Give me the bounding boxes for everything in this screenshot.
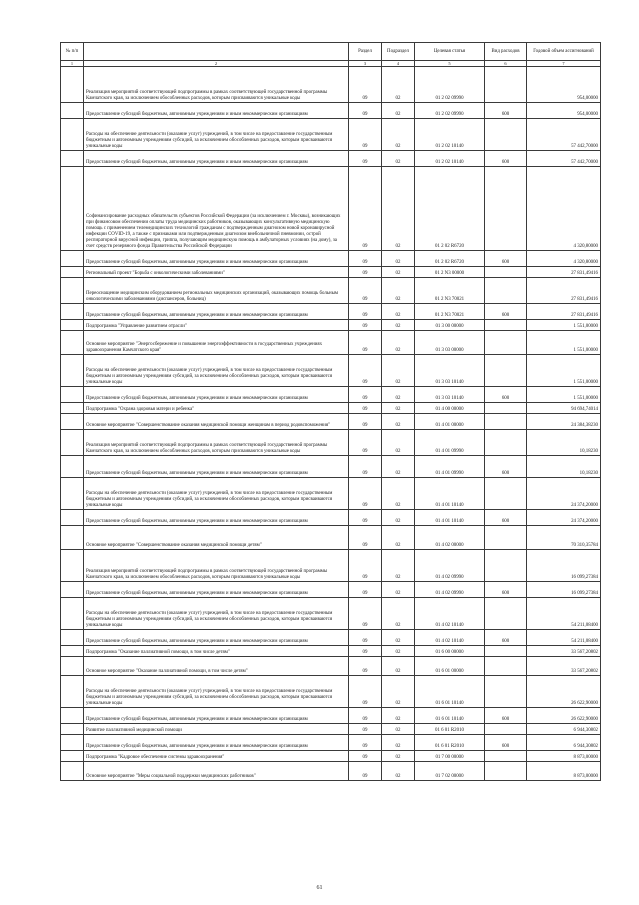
row-target-cell: 01 3 03 00000 — [415, 331, 485, 355]
row-subsection-cell: 02 — [382, 510, 415, 526]
row-subsection-cell: 02 — [382, 151, 415, 167]
row-section-cell: 09 — [349, 510, 382, 526]
row-number-cell — [61, 267, 84, 278]
column-number: 4 — [382, 61, 415, 67]
row-section-cell: 09 — [349, 403, 382, 414]
row-exp-type-cell — [485, 646, 527, 657]
row-name-cell: Предоставление субсидий бюджетным, автономным учреждениям и иным некоммерческим организациям — [84, 708, 349, 724]
header-row — [61, 43, 601, 61]
row-target-cell: 01 4 00 00000 — [415, 403, 485, 414]
row-section-cell: 09 — [349, 735, 382, 751]
row-exp-type-cell — [485, 676, 527, 708]
table-row — [61, 320, 601, 331]
row-section-cell: 09 — [349, 304, 382, 320]
row-target-cell: 01 2 02 10140 — [415, 151, 485, 167]
row-sum-cell: 24 384,38230 — [527, 414, 601, 430]
row-exp-type-cell — [485, 526, 527, 550]
row-number-cell — [61, 103, 84, 119]
row-subsection-cell: 02 — [382, 403, 415, 414]
table-row — [61, 304, 601, 320]
row-subsection-cell: 02 — [382, 331, 415, 355]
row-sum-cell: 54 211,08400 — [527, 598, 601, 630]
row-subsection-cell: 02 — [382, 304, 415, 320]
row-subsection-cell: 02 — [382, 550, 415, 582]
row-subsection-cell: 02 — [382, 657, 415, 676]
table-row — [61, 331, 601, 355]
row-target-cell: 01 4 02 10140 — [415, 598, 485, 630]
row-exp-type-cell — [485, 267, 527, 278]
row-subsection-cell: 02 — [382, 526, 415, 550]
row-exp-type-cell: 600 — [485, 251, 527, 267]
page-number: 61 — [316, 885, 323, 891]
row-target-cell: 01 2 02 10140 — [415, 119, 485, 151]
row-section-cell: 09 — [349, 430, 382, 456]
row-number-cell — [61, 456, 84, 478]
row-section-cell: 09 — [349, 67, 382, 103]
row-section-cell: 09 — [349, 355, 382, 387]
row-number-cell — [61, 735, 84, 751]
row-section-cell: 09 — [349, 167, 382, 251]
row-section-cell: 09 — [349, 278, 382, 304]
row-section-cell: 09 — [349, 598, 382, 630]
table-row — [61, 267, 601, 278]
row-number-cell — [61, 582, 84, 598]
row-target-cell: 01 7 02 00000 — [415, 762, 485, 781]
column-number: 5 — [415, 61, 485, 67]
row-exp-type-cell: 600 — [485, 304, 527, 320]
row-sum-cell: 8 873,00000 — [527, 751, 601, 762]
row-name-cell: Подпрограмма "Оказание паллиативной помощи, в том числе детям" — [84, 646, 349, 657]
row-sum-cell: 16 099,27384 — [527, 582, 601, 598]
row-exp-type-cell — [485, 724, 527, 735]
row-name-cell: Расходы на обеспечение деятельности (оказание услуг) учреждений, в том числе на предоставление государственным бюджетным и автономным учреждениям субсидий, за исключением обособленных расходов, которым присваиваются уникальные коды — [84, 355, 349, 387]
row-target-cell: 01 4 01 10140 — [415, 510, 485, 526]
row-subsection-cell: 02 — [382, 724, 415, 735]
row-sum-cell: 10,18230 — [527, 430, 601, 456]
row-target-cell: 01 2 02 R6720 — [415, 251, 485, 267]
row-name-cell: Региональный проект "Борьба с онкологическими заболеваниями" — [84, 267, 349, 278]
row-subsection-cell: 02 — [382, 676, 415, 708]
row-number-cell — [61, 526, 84, 550]
row-number-cell — [61, 630, 84, 646]
row-number-cell — [61, 724, 84, 735]
row-number-cell — [61, 550, 84, 582]
row-subsection-cell: 02 — [382, 456, 415, 478]
row-name-cell: Расходы на обеспечение деятельности (оказание услуг) учреждений, в том числе на предоставление государственным бюджетным и автономным учреждениям субсидий, за исключением обособленных расходов, которым присваиваются уникальные коды — [84, 598, 349, 630]
row-number-cell — [61, 751, 84, 762]
row-sum-cell: 6 944,30802 — [527, 724, 601, 735]
row-sum-cell: 70 310,35784 — [527, 526, 601, 550]
row-number-cell — [61, 430, 84, 456]
row-number-cell — [61, 414, 84, 430]
table-row — [61, 630, 601, 646]
row-target-cell: 01 6 01 00000 — [415, 657, 485, 676]
column-number: 2 — [84, 61, 349, 67]
row-number-cell — [61, 151, 84, 167]
row-exp-type-cell: 600 — [485, 582, 527, 598]
row-section-cell: 09 — [349, 708, 382, 724]
row-name-cell: Подпрограмма "Управление развитием отрасли" — [84, 320, 349, 331]
row-number-cell — [61, 387, 84, 403]
row-target-cell: 01 4 02 09990 — [415, 582, 485, 598]
row-number-cell — [61, 510, 84, 526]
row-name-cell: Предоставление субсидий бюджетным, автономным учреждениям и иным некоммерческим организациям — [84, 630, 349, 646]
row-number-cell — [61, 67, 84, 103]
header-exp-type: Вид расходов — [485, 43, 527, 61]
table-row — [61, 478, 601, 510]
row-number-cell — [61, 646, 84, 657]
row-sum-cell: 954,00000 — [527, 103, 601, 119]
row-name-cell: Основное мероприятие "Оказание паллиативной помощи, в том числе детям" — [84, 657, 349, 676]
row-exp-type-cell — [485, 762, 527, 781]
row-subsection-cell: 02 — [382, 251, 415, 267]
header-target: Целевая статья — [415, 43, 485, 61]
row-sum-cell: 54 211,08400 — [527, 630, 601, 646]
row-name-cell: Предоставление субсидий бюджетным, автономным учреждениям и иным некоммерческим организациям — [84, 582, 349, 598]
row-name-cell: Переоснащение медицинским оборудованием региональных медицинских организаций, оказывающих помощь больным онкологическими заболеваниями (диспансеров, больниц) — [84, 278, 349, 304]
column-number: 3 — [349, 61, 382, 67]
row-target-cell: 01 2 02 R6720 — [415, 167, 485, 251]
row-subsection-cell: 02 — [382, 430, 415, 456]
row-exp-type-cell: 600 — [485, 510, 527, 526]
row-sum-cell: 10,18230 — [527, 456, 601, 478]
table-row — [61, 151, 601, 167]
row-sum-cell: 4 320,80000 — [527, 167, 601, 251]
table-body — [61, 67, 601, 781]
row-subsection-cell: 02 — [382, 278, 415, 304]
row-exp-type-cell — [485, 278, 527, 304]
table-row — [61, 526, 601, 550]
table-row — [61, 735, 601, 751]
table-row — [61, 103, 601, 119]
header-section: Раздел — [349, 43, 382, 61]
row-name-cell: Софинансирование расходных обязательств субъектов Российской Федерации (за исключением г. Москвы), возникающих при финансовом обеспечении оплаты труда медицинских работников, оказывающих консультативную медицинскую помощь с применением телемедицинских технологий гражданам с подтвержденным диагнозом новой коронавирусной инфекции COVID-19, а также с признаками или подтвержденным диагнозом внебольничной пневмонии, острой респираторной вирусной инфекции, гриппа, получающим медицинскую помощь в амбулаторных условиях (на дому), за счет средств резервного фонда Правительства Российской Федерации — [84, 167, 349, 251]
row-subsection-cell: 02 — [382, 67, 415, 103]
table-row — [61, 751, 601, 762]
table-row — [61, 598, 601, 630]
table-row — [61, 582, 601, 598]
row-section-cell: 09 — [349, 251, 382, 267]
row-sum-cell: 24 374,20000 — [527, 478, 601, 510]
row-sum-cell: 954,00000 — [527, 67, 601, 103]
row-number-cell — [61, 657, 84, 676]
row-number-cell — [61, 331, 84, 355]
row-subsection-cell: 02 — [382, 762, 415, 781]
row-target-cell: 01 6 01 10140 — [415, 676, 485, 708]
row-subsection-cell: 02 — [382, 735, 415, 751]
table-row — [61, 387, 601, 403]
column-number: 7 — [527, 61, 601, 67]
row-target-cell: 01 4 02 09990 — [415, 550, 485, 582]
row-subsection-cell: 02 — [382, 630, 415, 646]
row-target-cell: 01 6 01 R2010 — [415, 724, 485, 735]
header-subsection: Подраздел — [382, 43, 415, 61]
row-section-cell: 09 — [349, 119, 382, 151]
row-exp-type-cell: 600 — [485, 387, 527, 403]
table-row — [61, 167, 601, 251]
row-section-cell: 09 — [349, 762, 382, 781]
row-name-cell: Основное мероприятие "Энергосбережение и повышение энергоэффективности в государственных учреждениях здравоохранения Камчатского края" — [84, 331, 349, 355]
row-section-cell: 09 — [349, 657, 382, 676]
table-row — [61, 708, 601, 724]
row-exp-type-cell — [485, 430, 527, 456]
row-number-cell — [61, 403, 84, 414]
row-exp-type-cell: 600 — [485, 630, 527, 646]
row-subsection-cell: 02 — [382, 751, 415, 762]
row-subsection-cell: 02 — [382, 167, 415, 251]
row-number-cell — [61, 355, 84, 387]
row-section-cell: 09 — [349, 151, 382, 167]
row-subsection-cell: 02 — [382, 355, 415, 387]
row-section-cell: 09 — [349, 331, 382, 355]
row-subsection-cell: 02 — [382, 646, 415, 657]
row-subsection-cell: 02 — [382, 414, 415, 430]
row-exp-type-cell — [485, 355, 527, 387]
row-name-cell: Предоставление субсидий бюджетным, автономным учреждениям и иным некоммерческим организациям — [84, 456, 349, 478]
row-section-cell: 09 — [349, 456, 382, 478]
row-name-cell: Подпрограмма "Кадровое обеспечение системы здравоохранения" — [84, 751, 349, 762]
row-sum-cell: 27 831,49416 — [527, 304, 601, 320]
row-sum-cell: 1 551,00000 — [527, 331, 601, 355]
row-section-cell: 09 — [349, 582, 382, 598]
row-number-cell — [61, 119, 84, 151]
row-sum-cell: 6 944,30802 — [527, 735, 601, 751]
row-number-cell — [61, 251, 84, 267]
row-target-cell: 01 2 02 09990 — [415, 67, 485, 103]
row-exp-type-cell: 600 — [485, 456, 527, 478]
row-section-cell: 09 — [349, 526, 382, 550]
row-subsection-cell: 02 — [382, 478, 415, 510]
row-sum-cell: 8 873,00000 — [527, 762, 601, 781]
row-subsection-cell: 02 — [382, 387, 415, 403]
row-name-cell: Подпрограмма "Охрана здоровья матери и ребенка" — [84, 403, 349, 414]
row-section-cell: 09 — [349, 676, 382, 708]
row-section-cell: 09 — [349, 320, 382, 331]
row-sum-cell: 16 099,27384 — [527, 550, 601, 582]
row-exp-type-cell — [485, 414, 527, 430]
row-name-cell: Расходы на обеспечение деятельности (оказание услуг) учреждений, в том числе на предоставление государственным бюджетным и автономным учреждениям субсидий, за исключением обособленных расходов, которым присваиваются уникальные коды — [84, 119, 349, 151]
row-exp-type-cell — [485, 403, 527, 414]
table-row — [61, 251, 601, 267]
row-exp-type-cell: 600 — [485, 151, 527, 167]
row-sum-cell: 33 567,20802 — [527, 646, 601, 657]
row-target-cell: 01 6 01 R2010 — [415, 735, 485, 751]
row-name-cell: Предоставление субсидий бюджетным, автономным учреждениям и иным некоммерческим организациям — [84, 151, 349, 167]
row-section-cell: 09 — [349, 387, 382, 403]
row-number-cell — [61, 320, 84, 331]
row-exp-type-cell — [485, 478, 527, 510]
row-target-cell: 01 3 00 00000 — [415, 320, 485, 331]
row-name-cell: Развитие паллиативной медицинской помощи — [84, 724, 349, 735]
table-row — [61, 646, 601, 657]
row-name-cell: Предоставление субсидий бюджетным, автономным учреждениям и иным некоммерческим организациям — [84, 735, 349, 751]
row-section-cell: 09 — [349, 267, 382, 278]
row-section-cell: 09 — [349, 478, 382, 510]
row-target-cell: 01 2 02 09990 — [415, 103, 485, 119]
row-subsection-cell: 02 — [382, 103, 415, 119]
row-sum-cell: 24 374,20000 — [527, 510, 601, 526]
row-exp-type-cell — [485, 550, 527, 582]
row-name-cell: Основное мероприятие "Меры социальной поддержки медицинских работников" — [84, 762, 349, 781]
row-name-cell: Основное мероприятие "Совершенствование оказания медицинской помощи детям" — [84, 526, 349, 550]
row-sum-cell: 57 442,70000 — [527, 151, 601, 167]
row-sum-cell: 94 694,74014 — [527, 403, 601, 414]
table-row — [61, 430, 601, 456]
row-name-cell: Предоставление субсидий бюджетным, автономным учреждениям и иным некоммерческим организациям — [84, 251, 349, 267]
budget-sheet — [60, 42, 600, 781]
row-subsection-cell: 02 — [382, 598, 415, 630]
row-sum-cell: 26 622,90000 — [527, 676, 601, 708]
table-row — [61, 67, 601, 103]
row-number-cell — [61, 708, 84, 724]
row-sum-cell: 27 831,49416 — [527, 267, 601, 278]
row-section-cell: 09 — [349, 646, 382, 657]
row-target-cell: 01 2 N3 70021 — [415, 278, 485, 304]
row-target-cell: 01 2 N3 70021 — [415, 304, 485, 320]
table-row — [61, 278, 601, 304]
row-exp-type-cell: 600 — [485, 103, 527, 119]
row-subsection-cell: 02 — [382, 708, 415, 724]
row-exp-type-cell — [485, 751, 527, 762]
row-name-cell: Предоставление субсидий бюджетным, автономным учреждениям и иным некоммерческим организациям — [84, 304, 349, 320]
row-target-cell: 01 4 01 10140 — [415, 478, 485, 510]
row-exp-type-cell — [485, 320, 527, 331]
row-number-cell — [61, 598, 84, 630]
row-target-cell: 01 4 01 09990 — [415, 456, 485, 478]
row-subsection-cell: 02 — [382, 320, 415, 331]
table-row — [61, 657, 601, 676]
row-sum-cell: 1 551,00000 — [527, 320, 601, 331]
row-target-cell: 01 3 03 10140 — [415, 355, 485, 387]
row-subsection-cell: 02 — [382, 119, 415, 151]
table-row — [61, 119, 601, 151]
row-sum-cell: 1 551,00000 — [527, 355, 601, 387]
row-name-cell: Предоставление субсидий бюджетным, автономным учреждениям и иным некоммерческим организациям — [84, 510, 349, 526]
row-number-cell — [61, 167, 84, 251]
row-name-cell: Реализация мероприятий соответствующей подпрограммы в рамках соответствующей государственной программы Камчатского края, за исключением обособленных расходов, которым присваиваются уникальные коды — [84, 67, 349, 103]
table-row — [61, 456, 601, 478]
table-row — [61, 355, 601, 387]
row-number-cell — [61, 278, 84, 304]
table-row — [61, 414, 601, 430]
row-exp-type-cell — [485, 331, 527, 355]
row-target-cell: 01 6 00 00000 — [415, 646, 485, 657]
row-section-cell: 09 — [349, 414, 382, 430]
header-name — [84, 43, 349, 61]
row-sum-cell: 57 442,70000 — [527, 119, 601, 151]
row-target-cell: 01 4 01 09990 — [415, 430, 485, 456]
row-name-cell: Основное мероприятие "Совершенствование оказания медицинской помощи женщинам в период родовспоможения" — [84, 414, 349, 430]
row-target-cell: 01 4 02 00000 — [415, 526, 485, 550]
row-number-cell — [61, 676, 84, 708]
table-row — [61, 676, 601, 708]
table-row — [61, 762, 601, 781]
table-row — [61, 550, 601, 582]
row-sum-cell: 1 551,00000 — [527, 387, 601, 403]
row-name-cell: Предоставление субсидий бюджетным, автономным учреждениям и иным некоммерческим организациям — [84, 103, 349, 119]
row-name-cell: Реализация мероприятий соответствующей подпрограммы в рамках соответствующей государственной программы Камчатского края, за исключением обособленных расходов, которым присваиваются уникальные коды — [84, 430, 349, 456]
header-num: № п/п — [61, 43, 84, 61]
header-sum: Годовой объем ассигнований — [527, 43, 601, 61]
row-exp-type-cell: 600 — [485, 708, 527, 724]
column-number: 1 — [61, 61, 84, 67]
row-name-cell: Предоставление субсидий бюджетным, автономным учреждениям и иным некоммерческим организациям — [84, 387, 349, 403]
row-section-cell: 09 — [349, 724, 382, 735]
row-exp-type-cell — [485, 657, 527, 676]
budget-table — [60, 42, 601, 781]
row-target-cell: 01 7 00 00000 — [415, 751, 485, 762]
row-sum-cell: 27 831,49416 — [527, 278, 601, 304]
table-row — [61, 724, 601, 735]
row-section-cell: 09 — [349, 751, 382, 762]
row-target-cell: 01 4 01 00000 — [415, 414, 485, 430]
column-number: 6 — [485, 61, 527, 67]
row-target-cell: 01 3 03 10140 — [415, 387, 485, 403]
row-target-cell: 01 2 N3 00000 — [415, 267, 485, 278]
row-exp-type-cell — [485, 67, 527, 103]
row-exp-type-cell — [485, 119, 527, 151]
row-target-cell: 01 6 01 10140 — [415, 708, 485, 724]
row-name-cell: Расходы на обеспечение деятельности (оказание услуг) учреждений, в том числе на предоставление государственным бюджетным и автономным учреждениям субсидий, за исключением обособленных расходов, которым присваиваются уникальные коды — [84, 478, 349, 510]
row-name-cell: Реализация мероприятий соответствующей подпрограммы в рамках соответствующей государственной программы Камчатского края, за исключением обособленных расходов, которым присваиваются уникальные коды — [84, 550, 349, 582]
row-section-cell: 09 — [349, 103, 382, 119]
row-target-cell: 01 4 02 10140 — [415, 630, 485, 646]
row-sum-cell: 33 567,20802 — [527, 657, 601, 676]
row-subsection-cell: 02 — [382, 267, 415, 278]
row-sum-cell: 4 320,80000 — [527, 251, 601, 267]
row-exp-type-cell — [485, 598, 527, 630]
row-exp-type-cell — [485, 167, 527, 251]
row-exp-type-cell: 600 — [485, 735, 527, 751]
row-number-cell — [61, 478, 84, 510]
row-subsection-cell: 02 — [382, 582, 415, 598]
row-number-cell — [61, 304, 84, 320]
row-name-cell: Расходы на обеспечение деятельности (оказание услуг) учреждений, в том числе на предоставление государственным бюджетным и автономным учреждениям субсидий, за исключением обособленных расходов, которым присваиваются уникальные коды — [84, 676, 349, 708]
row-section-cell: 09 — [349, 550, 382, 582]
row-number-cell — [61, 762, 84, 781]
table-row — [61, 510, 601, 526]
table-row — [61, 403, 601, 414]
row-section-cell: 09 — [349, 630, 382, 646]
row-sum-cell: 26 622,90000 — [527, 708, 601, 724]
